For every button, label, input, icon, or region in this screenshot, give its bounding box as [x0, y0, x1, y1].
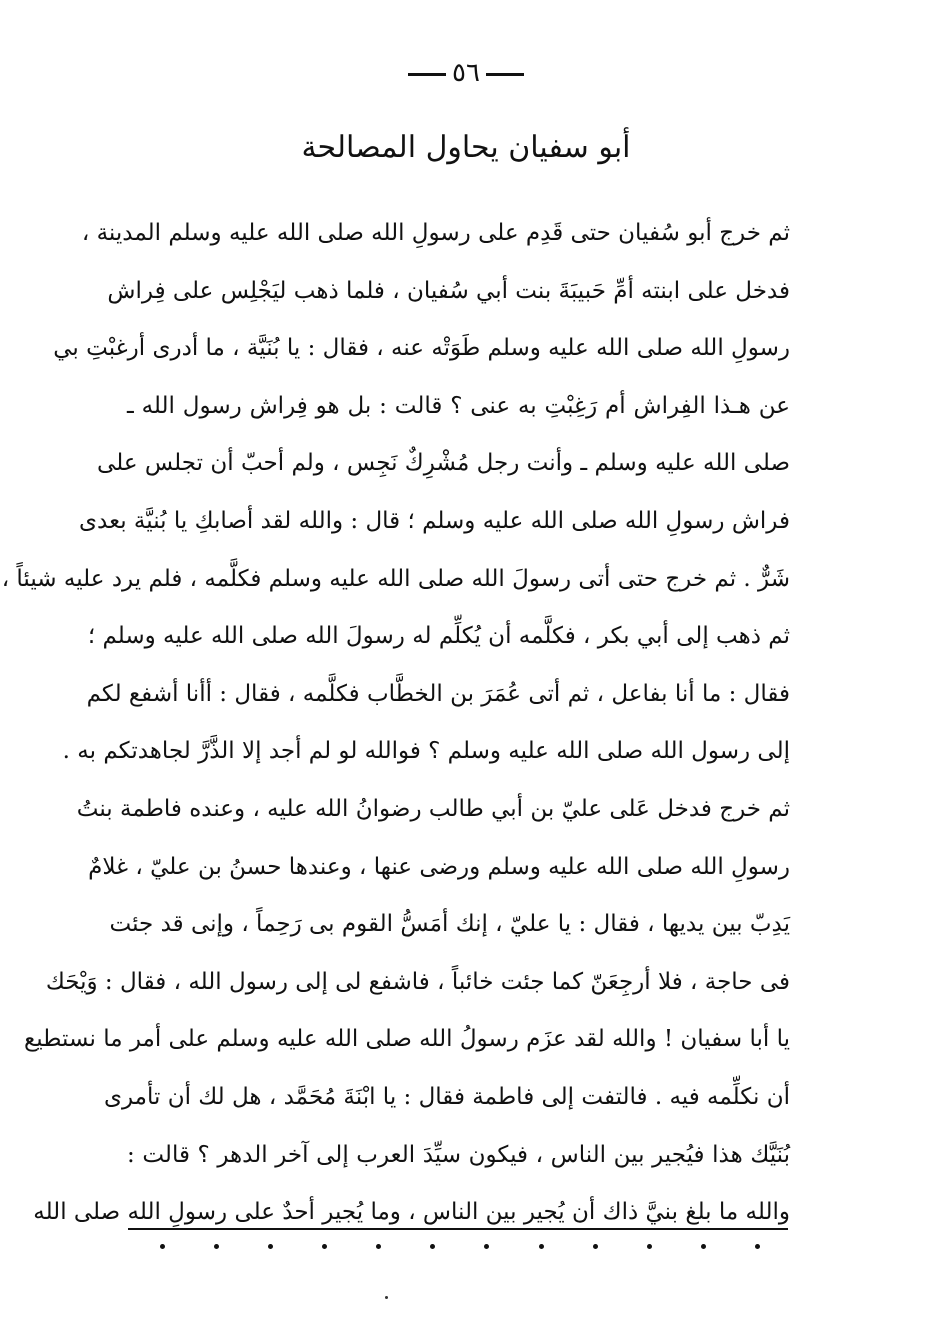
text-line: فى حاجة ، فلا أرجِعَنّ كما جئت خائباً ، فاشفع لى إلى رسول الله ، فقال : وَيْحَك — [45, 968, 790, 995]
text-line: ثم خرج فدخل عَلى عليّ بن أبي طالب رضوانُ الله عليه ، وعنده فاطمة بنتُ — [76, 795, 790, 822]
text-line: رسولِ الله صلى الله عليه وسلم طَوَتْه عنه ، فقال : يا بُنَيَّة ، ما أدرى أرغبْتِ بي — [53, 335, 790, 362]
text-line: أن نكلِّمه فيه . فالتفت إلى فاطمة فقال : يا ابْنَةَ مُحَمَّد ، هل لك أن تأمرى — [103, 1083, 790, 1110]
text-line: فراش رسولِ الله صلى الله عليه وسلم ؛ قال : والله لقد أصابكِ يا بُنيَّة بعدى — [79, 507, 790, 534]
right-dash — [486, 73, 524, 76]
text-line: صلى الله عليه وسلم ـ وأنت رجل مُشْرِكٌ نَجِس ، ولم أحبّ أن تجلس على — [97, 450, 790, 477]
text-line: يا أبا سفيان ! والله لقد عزَم رسولُ الله صلى الله عليه وسلم على أمر ما نستطيع — [23, 1026, 790, 1053]
footer-dot — [701, 1244, 706, 1249]
footer-dot — [214, 1244, 219, 1249]
footer-dot — [484, 1244, 489, 1249]
body-text — [1, 205, 790, 1242]
footer-dots — [160, 1244, 760, 1249]
footer-rule — [128, 1228, 788, 1230]
footer-dot — [430, 1244, 435, 1249]
footer-dot — [539, 1244, 544, 1249]
text-line: ثم خرج أبو سُفيان حتى قَدِم على رسولِ الله صلى الله عليه وسلم المدينة ، — [81, 220, 790, 246]
text-line: عن هـذا الفِراش أم رَغِبْتِ به عنى ؟ قالت : بل هو فِراش رسول الله ـ — [127, 392, 790, 419]
text-line: فدخل على ابنته أمِّ حَبيبَةَ بنت أبي سُفيان ، فلما ذهب ليَجْلِس على فِراش — [107, 277, 790, 304]
print-speck — [385, 1296, 388, 1299]
text-line: فقال : ما أنا بفاعل ، ثم أتى عُمَرَ بن الخطَّاب فكلَّمه ، فقال : أأنا أشفع لكم — [86, 680, 790, 707]
text-line: والله ما بلغ بنيَّ ذاك أن يُجير بين الناس ، وما يُجير أحدٌ على رسولِ الله صلى الله — [33, 1199, 790, 1226]
footer-dot — [647, 1244, 652, 1249]
footer-dot — [160, 1244, 165, 1249]
chapter-title: أبو سفيان يحاول المصالحة — [301, 130, 631, 165]
footer-dot — [268, 1244, 273, 1249]
footer-dot — [376, 1244, 381, 1249]
text-line: ثم ذهب إلى أبي بكر ، فكلَّمه أن يُكلِّم له رسولَ الله صلى الله عليه وسلم ؛ — [87, 623, 790, 650]
text-line: شَرٌّ . ثم خرج حتى أتى رسولَ الله صلى الله عليه وسلم فكلَّمه ، فلم يرد عليه شيئاً ، — [1, 565, 790, 592]
left-dash — [408, 73, 446, 76]
page-number-text: ٥٦ — [452, 58, 480, 88]
text-line: إلى رسول الله صلى الله عليه وسلم ؟ فوالله لو لم أجد إلا الذَّرَّ لجاهدتكم به . — [62, 738, 790, 765]
footer-dot — [593, 1244, 598, 1249]
text-line: يَدِبّ بين يديها ، فقال : يا عليّ ، إنك أمَسُّ القوم بى رَحِماً ، وإنى قد جئت — [109, 911, 790, 938]
text-line: بُنَيَّك هذا فيُجير بين الناس ، فيكون سيِّدَ العرب إلى آخر الدهر ؟ قالت : — [127, 1141, 790, 1168]
text-line: رسولِ الله صلى الله عليه وسلم ورضى عنها ، وعندها حسنُ بن عليّ ، غلامٌ — [88, 853, 790, 880]
footer-dot — [322, 1244, 327, 1249]
footer-dot — [755, 1244, 760, 1249]
page-number — [0, 58, 932, 88]
